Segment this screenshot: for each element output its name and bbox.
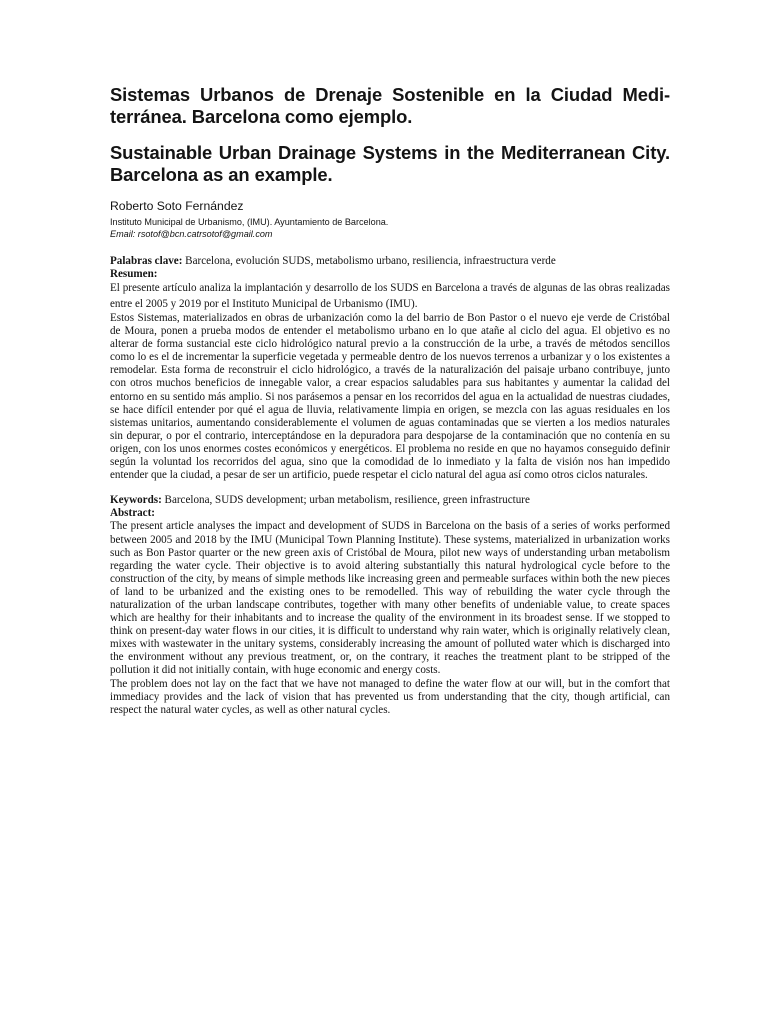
- keywords-english-text: Barcelona, SUDS development; urban metabolism, resilience, green infrastructure: [161, 494, 530, 507]
- keywords-spanish-text: Barcelona, evolución SUDS, metabolismo urbano, resiliencia, infraestructura verde: [182, 255, 556, 267]
- author-email: Email: rsotof@bcn.catrsotof@gmail.com: [110, 229, 273, 239]
- abstract-spanish-paragraph: El presente artículo analiza la implantación y desarrollo de los SUDS en Barcelona a través de algunas de las obras realizadas entre el 2005 y 2019 por el Instituto Municipal de Urbanismo (IMU).: [110, 282, 670, 310]
- keywords-spanish: [110, 255, 670, 268]
- abstract-english-paragraph: The problem does not lay on the fact that we have not managed to define the water flow at our will, but in the comfort that immediacy provides and the lack of vision that has prevented us from understanding that the city, though artificial, can respect the natural water cycles, as well as other natural cycles.: [110, 677, 670, 716]
- spanish-section: [110, 255, 670, 482]
- abstract-spanish-paragraph: Estos Sistemas, materializados en obras de urbanización como la del barrio de Bon Pastor o el nuevo eje verde de Cristóbal de Moura, ponen a prueba modos de entender el metabolismo urbano en lo que atañe al ciclo del agua. El objetivo es no alterar de forma sustancial este ciclo hidrológico natural previo a la construcción de la urbe, a través de métodos sencillos como lo es el de incrementar la superficie vegetada y permeable dentro de los nuevos terrenos a urbanizar y o los existentes a remodelar. Esta forma de reconstruir el ciclo hidrológico, a través de la naturalización del paisaje urbano contribuye, junto con otros muchos beneficios de innegable valor, a crear espacios saludables para sus habitantes y aumentar la calidad del entorno en su sentido más amplio. Si nos parásemos a pensar en los recorridos del agua en la actualidad de nuestras ciudades, se hace difícil entender por qué el agua de lluvia, relativamente limpia en origen, se mezcla con las aguas residuales en los sistemas unitarios, aumentando considerablemente el volumen de aguas contaminadas que se vierten a los medios naturales sin depurar, o por el contrario, interceptándose en la depuradora para despojarse de la contaminación que no contenía en su origen, con los unos enormes costes económicos y energéticos. El problema no reside en que no hayamos conseguido definir según la voluntad los recorridos del agua, sino que la comodidad de lo inmediato y la falta de visión nos han impedido entender que la ciudad, a pesar de ser un artificio, puede respetar el ciclo natural del agua así como otros ciclos naturales.: [110, 312, 670, 482]
- abstract-spanish-heading: Resumen:: [110, 268, 158, 281]
- author-affiliation: Instituto Municipal de Urbanismo, (IMU). Ayuntamiento de Barcelona.: [110, 217, 389, 227]
- abstract-english-heading: Abstract:: [110, 507, 155, 520]
- keywords-english: [110, 494, 670, 507]
- abstract-english-paragraph: The present article analyses the impact and development of SUDS in Barcelona on the basis of a series of works performed between 2005 and 2018 by the IMU (Municipal Town Planning Institute). These systems, materialized in urbanization works such as Bon Pastor quarter or the new green axis of Cristóbal de Moura, pilot new ways of understanding urban metabolism regarding the water cycle. Their objective is to avoid altering substantially this natural hydrological cycle before to the construction of the city, by means of simple methods like increasing green and permeable surfaces within both the new pieces of land to be urbanized and the existing ones to be remodelled. This way of rebuilding the water cycle through the naturalization of the urban landscape contributes, together with many other benefits of undeniable value, to create spaces which are healthy for their inhabitants and to increase the quality of the environment in its broadest sense. If we stopped to think on present-day water flows in our cities, it is difficult to understand why rain water, which is originally relatively clean, mixes with wastewater in the unitary systems, considerably increasing the amount of polluted water which is discharged into the environment without any previous treatment, or, on the contrary, it reaches the treatment plant to be stripped of the pollution it did not initially contain, with huge economic and energy costs.: [110, 520, 670, 677]
- title-spanish: Sistemas Urbanos de Drenaje Sostenible en la Ciudad Medi-terránea. Barcelona como ejemplo.: [110, 84, 670, 127]
- author-name: Roberto Soto Fernández: [110, 199, 244, 213]
- paper-content: [110, 84, 670, 717]
- keywords-spanish-label: Palabras clave:: [110, 255, 183, 267]
- title-english: Sustainable Urban Drainage Systems in the Mediterranean City. Barcelona as an example.: [110, 142, 670, 185]
- keywords-english-label: Keywords:: [110, 494, 162, 507]
- english-section: [110, 494, 670, 717]
